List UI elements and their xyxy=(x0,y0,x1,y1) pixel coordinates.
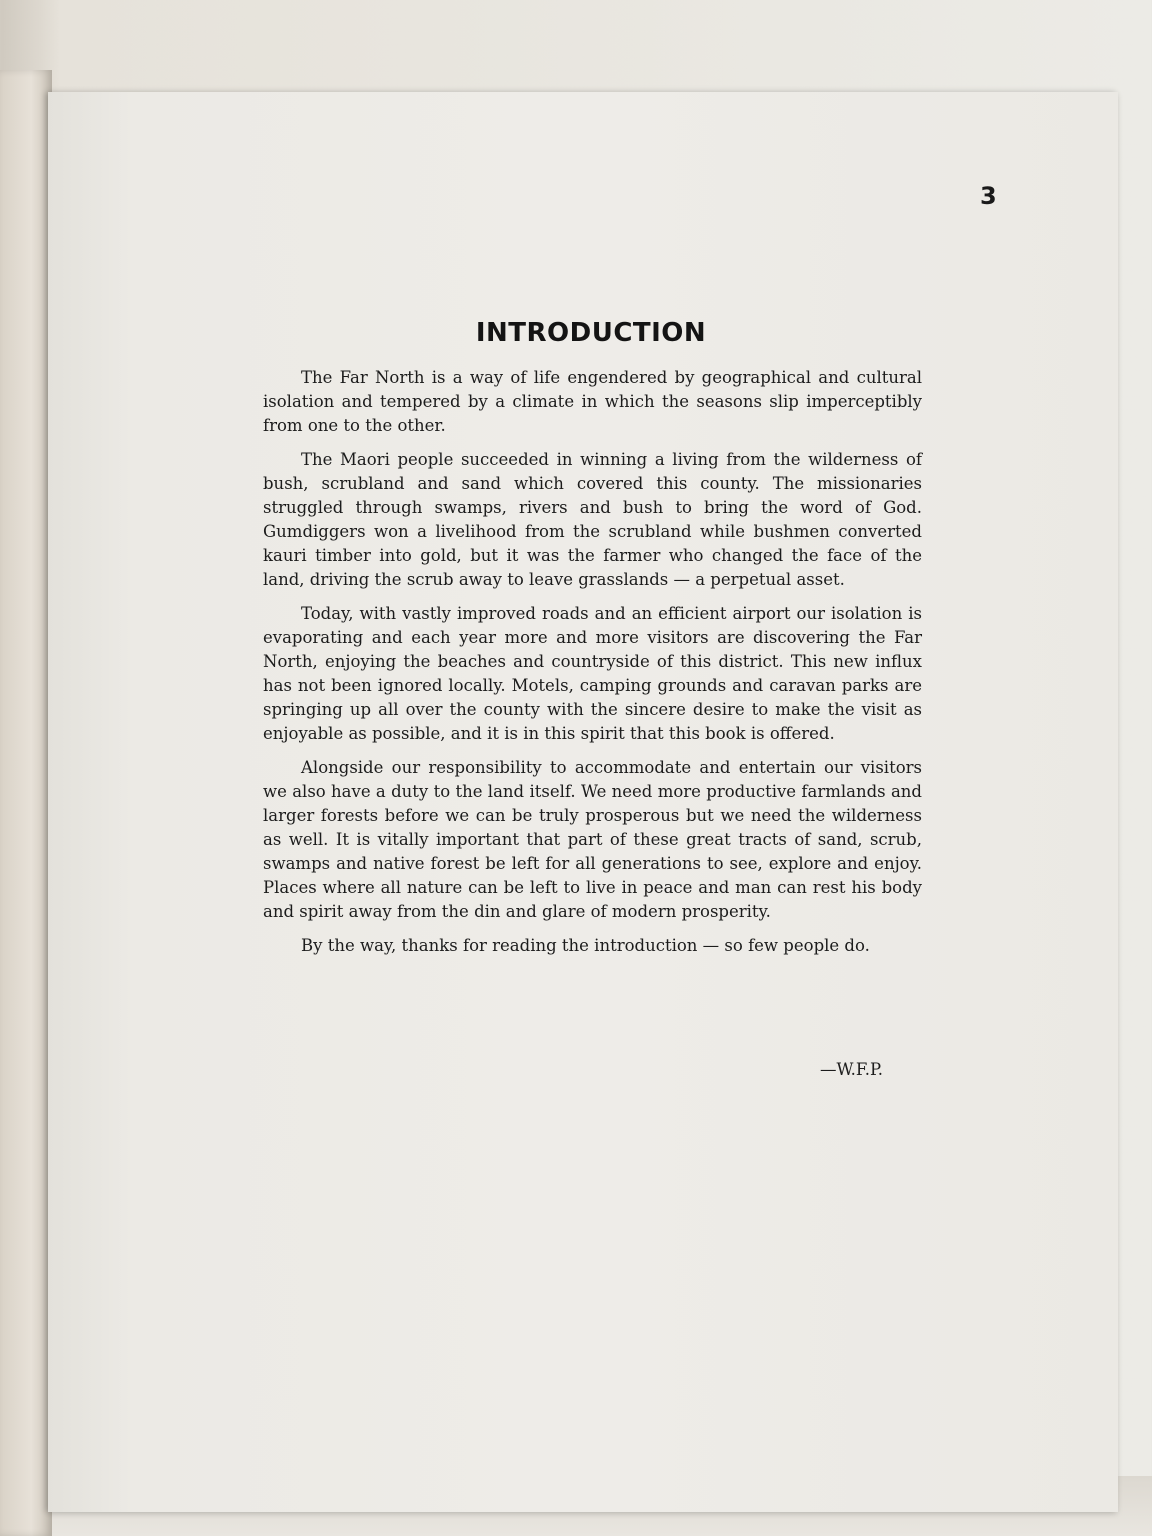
introduction-body xyxy=(263,366,922,968)
facing-page-edge xyxy=(0,70,52,1536)
paragraph: By the way, thanks for reading the introduction — so few people do. xyxy=(301,936,870,955)
author-signature: —W.F.P. xyxy=(820,1060,883,1079)
page-title: INTRODUCTION xyxy=(475,318,707,348)
paragraph: Today, with vastly improved roads and an efficient airport our isolation is evaporating and each year more and more visitors are discovering the Far North, enjoying the beaches and countryside of this district. This new influx has not been ignored locally. Motels, camping grounds and caravan parks are springing up all over the county with the sincere desire to make the visit as enjoyable as possible, and it is in this spirit that this book is offered. xyxy=(263,604,922,743)
page-number: 3 xyxy=(980,182,997,210)
paragraph: Alongside our responsibility to accommodate and entertain our visitors we also have a duty to the land itself. We need more productive farmlands and larger forests before we can be truly prosperous but we need the wilderness as well. It is vitally important that part of these great tracts of sand, scrub, swamps and native forest be left for all generations to see, explore and enjoy. Places where all nature can be left to live in peace and man can rest his body and spirit away from the din and glare of modern prosperity. xyxy=(263,758,922,921)
paragraph: The Maori people succeeded in winning a living from the wilderness of bush, scrubland and sand which covered this county. The missionaries struggled through swamps, rivers and bush to bring the word of God. Gumdiggers won a livelihood from the scrubland while bushmen converted kauri timber into gold, but it was the farmer who changed the face of the land, driving the scrub away to leave grasslands — a perpetual asset. xyxy=(263,450,922,589)
paragraph: The Far North is a way of life engendered by geographical and cultural isolation and tempered by a climate in which the seasons slip imperceptibly from one to the other. xyxy=(263,368,922,435)
